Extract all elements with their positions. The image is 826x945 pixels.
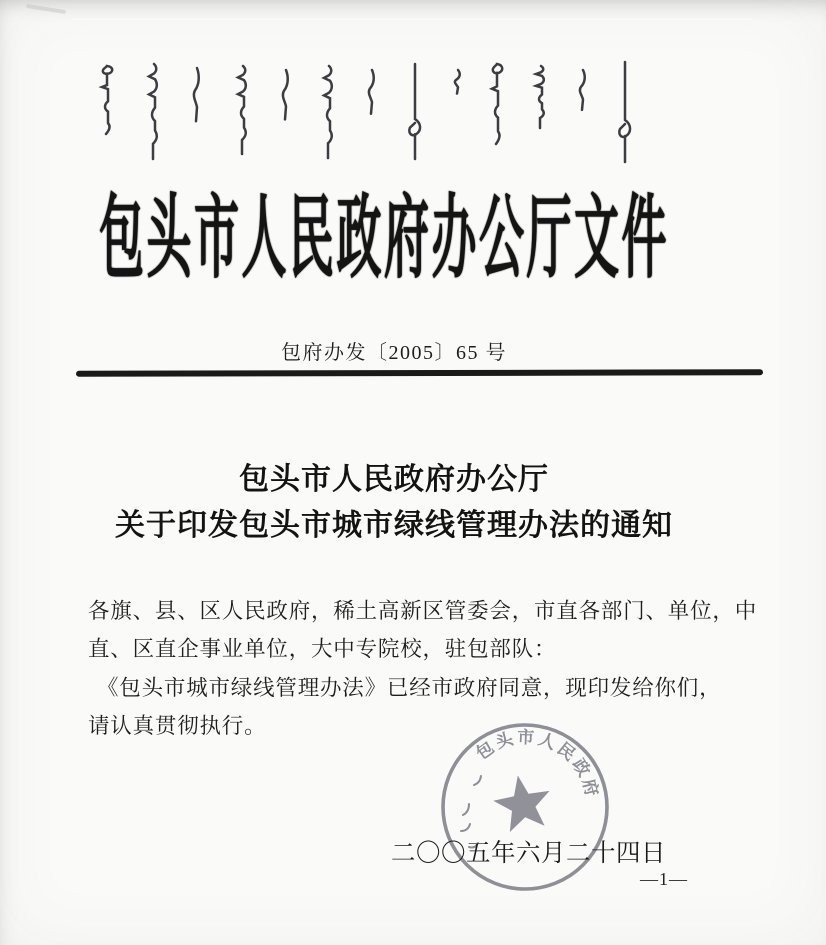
seal-arc-text: 包头市人民政府 — [472, 727, 603, 801]
notice-body — [88, 592, 778, 746]
document-number: 包府办发〔2005〕65 号 — [281, 342, 507, 364]
notice-title-line2: 关于印发包头市城市绿线管理办法的通知 — [115, 509, 673, 542]
government-seal — [436, 719, 614, 897]
notice-title-line1: 包头市人民政府办公厅 — [239, 463, 549, 496]
body-line: 直、区直企事业单位，大中专院校，驻包部队： — [88, 637, 557, 662]
document-masthead-title: 包头市人民政府办公厅文件 — [99, 188, 670, 290]
mongolian-script-header — [94, 58, 684, 170]
body-line: 请认真贯彻执行。 — [88, 714, 267, 739]
seal-star-icon — [493, 776, 549, 833]
separator-rule — [76, 369, 763, 376]
body-line: 《包头市城市绿线管理办法》已经市政府同意，现印发给你们， — [97, 675, 722, 700]
svg-text:包头市人民政府 — [472, 727, 603, 801]
page-number: —1— — [640, 869, 688, 889]
body-line: 各旗、县、区人民政府，稀土高新区管委会，市直各部门、单位，中 — [88, 599, 758, 623]
scan-artifact-mark — [26, 4, 66, 14]
notice-title — [0, 457, 788, 549]
signature-date: 二〇〇五年六月二十四日 — [391, 840, 666, 867]
